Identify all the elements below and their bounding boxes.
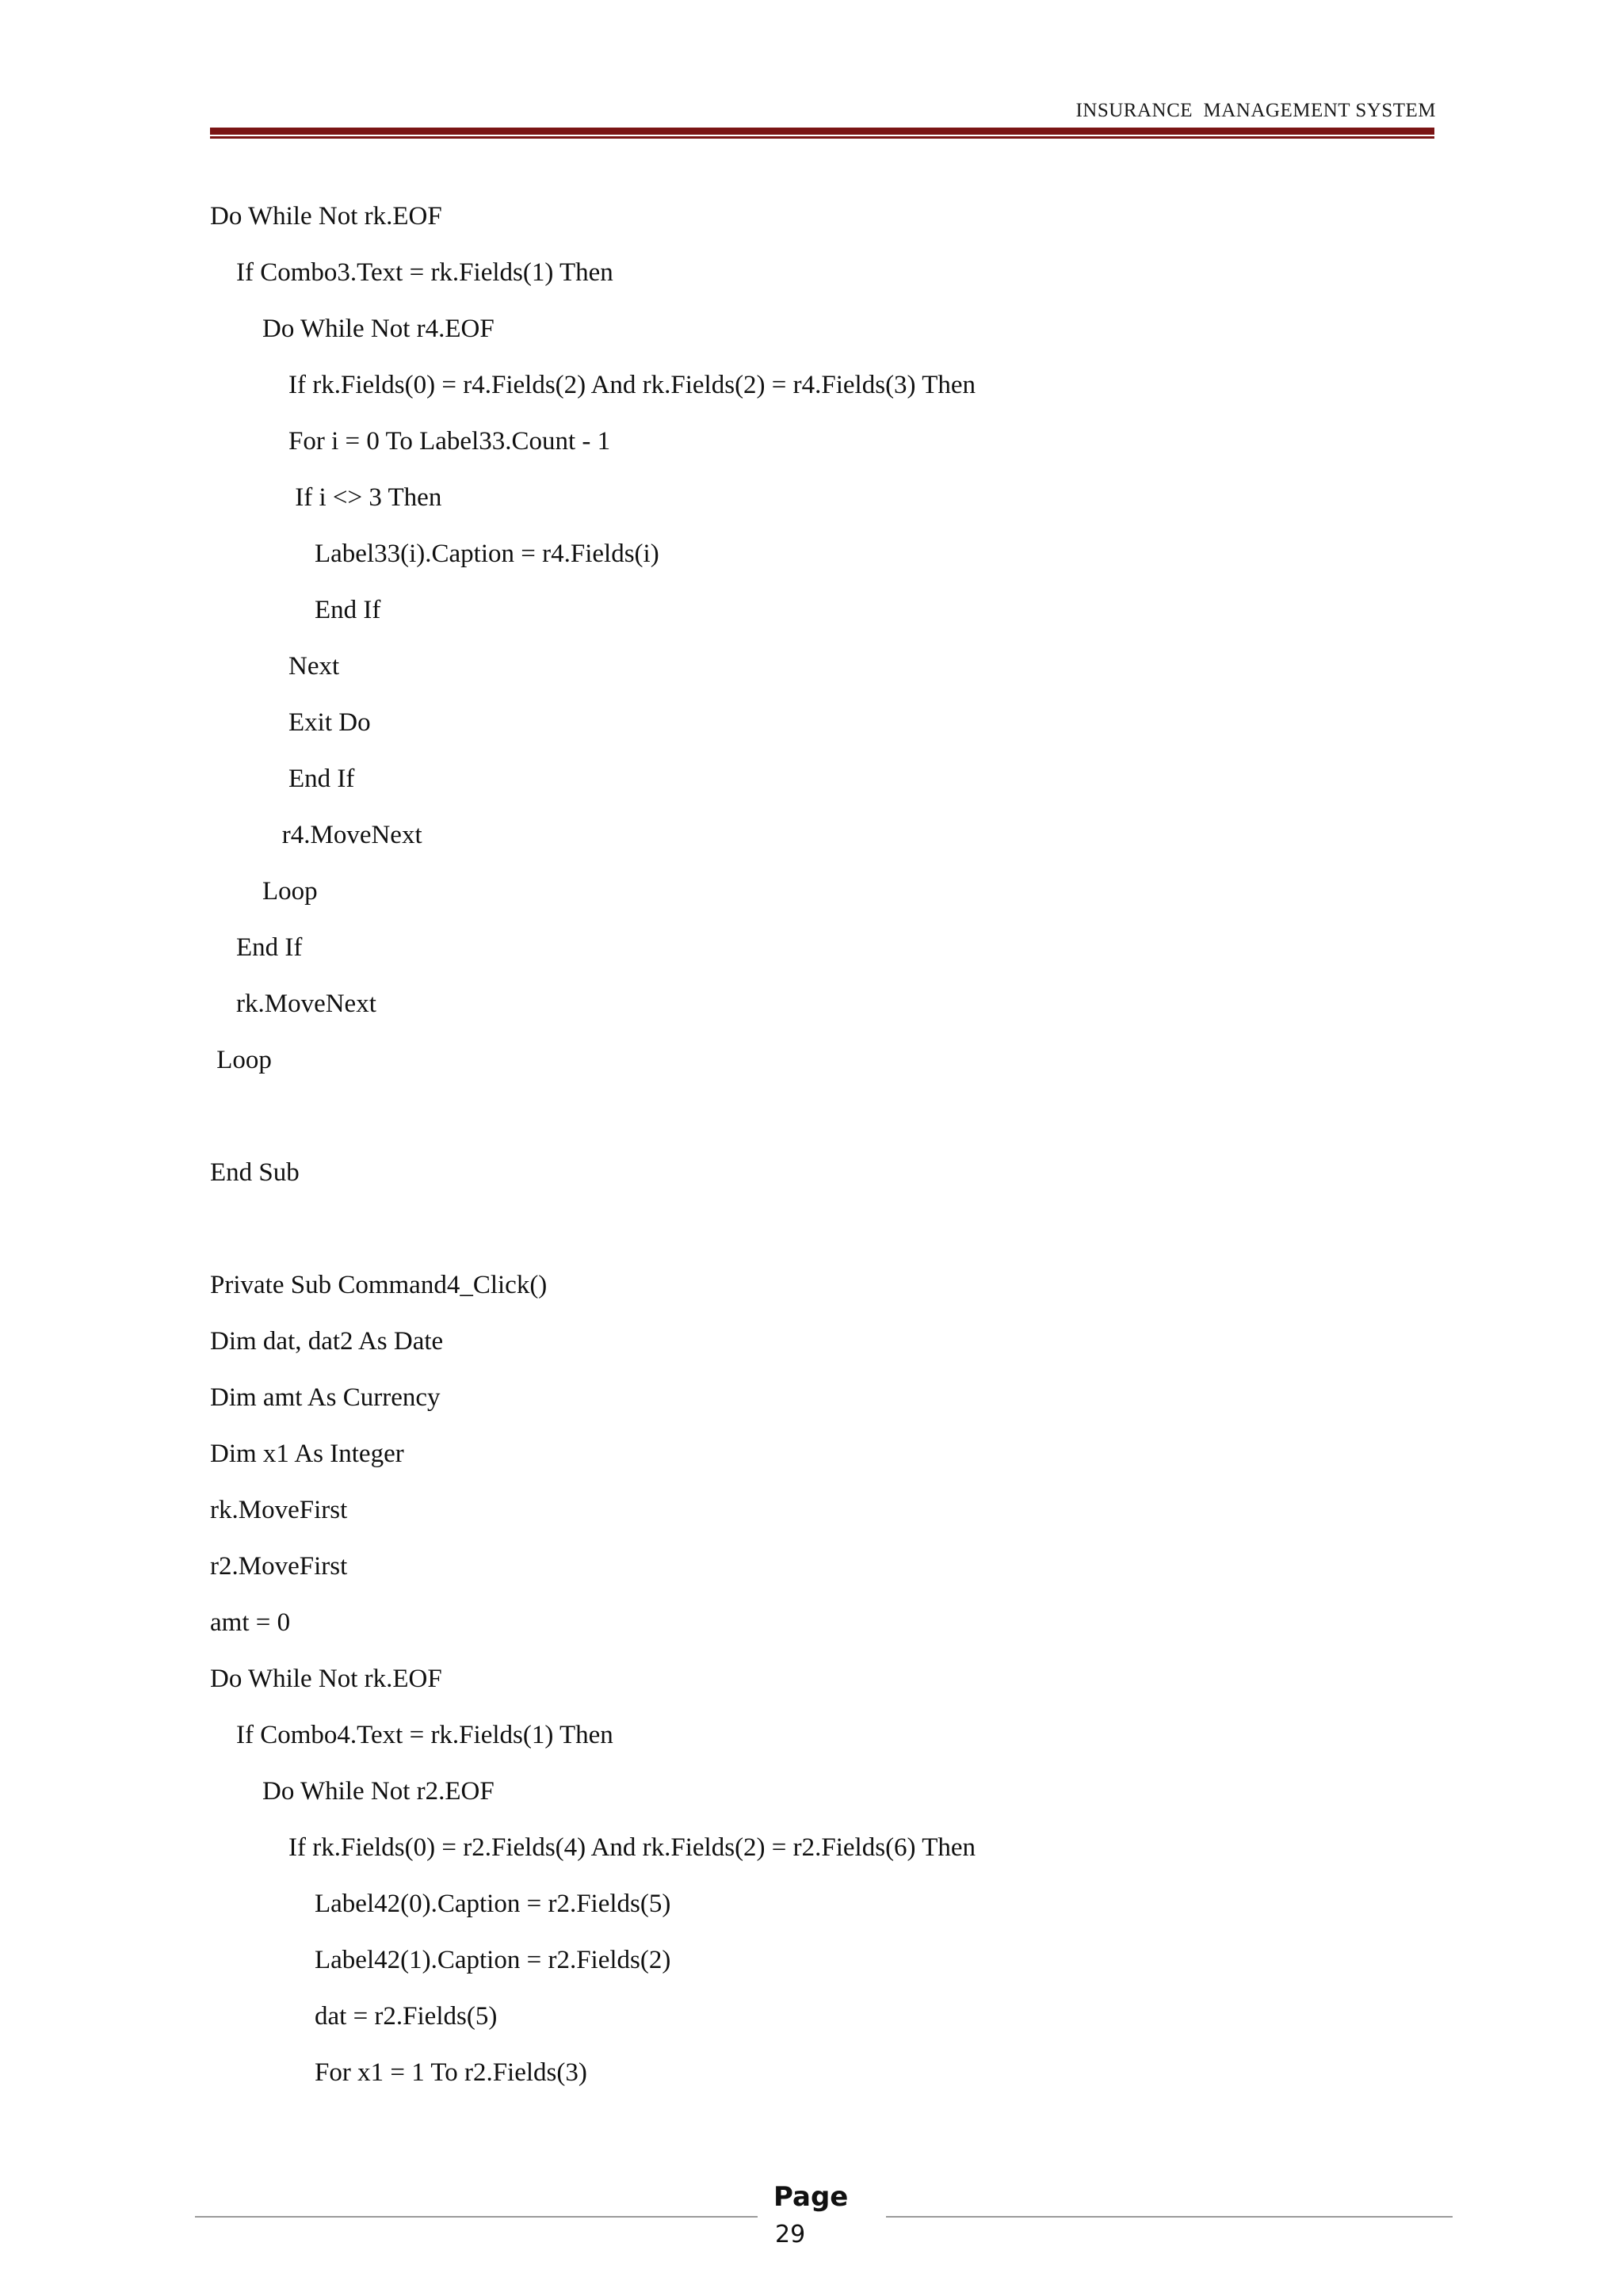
code-line: Loop	[210, 877, 318, 906]
header-rule-thick	[210, 128, 1434, 135]
code-line: Do While Not r2.EOF	[210, 1777, 495, 1806]
code-line: rk.MoveNext	[210, 990, 376, 1018]
code-line: Label42(0).Caption = r2.Fields(5)	[210, 1890, 671, 1918]
code-line: Do While Not r4.EOF	[210, 315, 495, 343]
code-line: For x1 = 1 To r2.Fields(3)	[210, 2058, 587, 2087]
code-line: End Sub	[210, 1158, 300, 1187]
code-line: Label42(1).Caption = r2.Fields(2)	[210, 1946, 671, 1974]
footer-rule-right	[886, 2216, 1453, 2218]
code-listing	[210, 196, 1399, 2108]
code-line: If rk.Fields(0) = r4.Fields(2) And rk.Fields(2) = r4.Fields(3) Then	[210, 371, 976, 399]
code-line: Label33(i).Caption = r4.Fields(i)	[210, 540, 659, 568]
code-line: Next	[210, 652, 340, 681]
code-line: Do While Not rk.EOF	[210, 202, 442, 231]
footer-rule-left	[195, 2216, 758, 2218]
header-rule-thin	[210, 136, 1434, 139]
code-line: Exit Do	[210, 708, 371, 737]
code-line: End If	[210, 596, 381, 624]
code-line-blank	[210, 1208, 1399, 1264]
code-line: If Combo3.Text = rk.Fields(1) Then	[210, 258, 613, 287]
code-line: Dim x1 As Integer	[210, 1440, 404, 1468]
code-line: Dim dat, dat2 As Date	[210, 1327, 444, 1356]
page-label: Page	[773, 2181, 849, 2213]
code-line: r2.MoveFirst	[210, 1552, 348, 1581]
header-title: INSURANCE MANAGEMENT SYSTEM	[1075, 100, 1436, 121]
code-line: End If	[210, 765, 355, 793]
code-line: If rk.Fields(0) = r2.Fields(4) And rk.Fields(2) = r2.Fields(6) Then	[210, 1833, 976, 1862]
code-line: amt = 0	[210, 1608, 291, 1637]
code-line: Dim amt As Currency	[210, 1383, 441, 1412]
code-line: rk.MoveFirst	[210, 1496, 348, 1524]
code-line: If i <> 3 Then	[210, 483, 442, 512]
code-line: Loop	[210, 1046, 272, 1074]
code-line: Do While Not rk.EOF	[210, 1665, 442, 1693]
code-line: r4.MoveNext	[210, 821, 422, 849]
code-line: dat = r2.Fields(5)	[210, 2002, 498, 2031]
code-line: If Combo4.Text = rk.Fields(1) Then	[210, 1721, 613, 1749]
code-line: For i = 0 To Label33.Count - 1	[210, 427, 611, 456]
code-line-blank	[210, 1096, 1399, 1152]
code-line: Private Sub Command4_Click()	[210, 1271, 548, 1299]
page-number: 29	[775, 2221, 806, 2248]
code-line: End If	[210, 933, 303, 962]
